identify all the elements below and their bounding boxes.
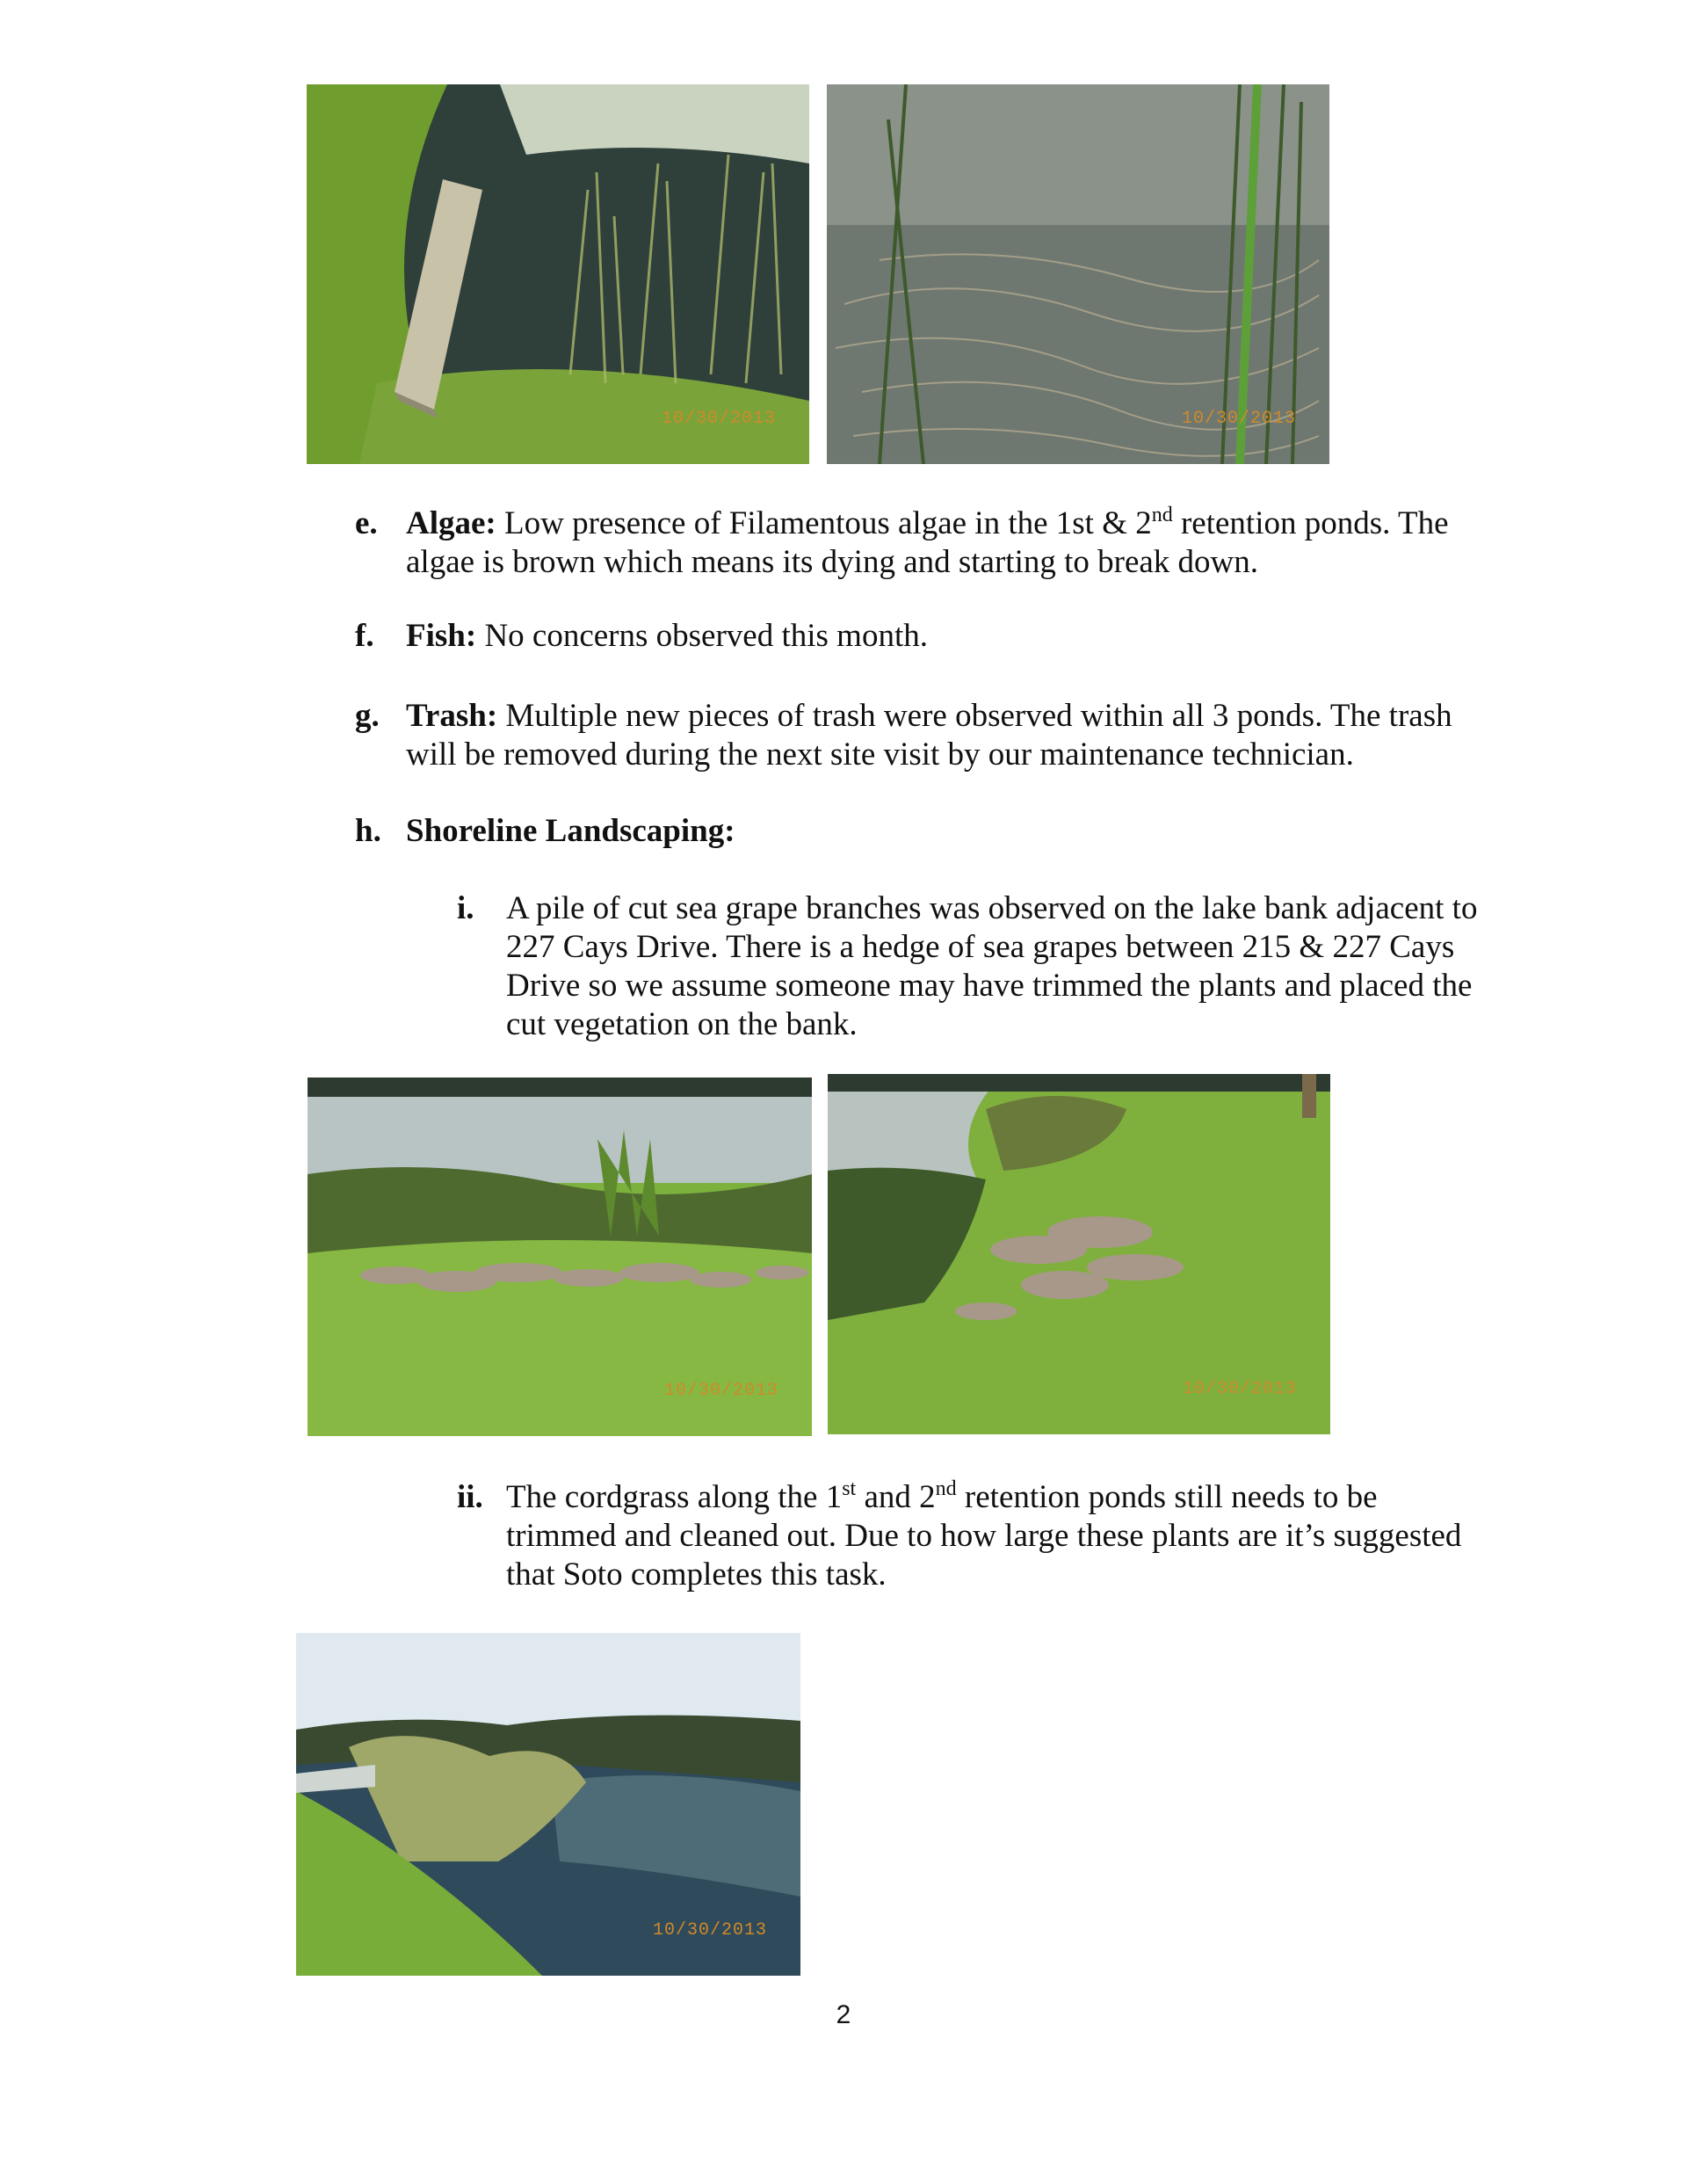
item-text: No concerns observed this month. xyxy=(476,618,928,654)
item-label: i. xyxy=(457,890,474,926)
photo-cordgrass-pond xyxy=(296,1633,800,1976)
item-title: Algae: xyxy=(406,505,496,541)
photo-date-stamp: 10/30/2013 xyxy=(663,1381,778,1401)
photo-pond-wooden-board xyxy=(307,84,809,464)
photo-sea-grape-pile-1 xyxy=(308,1077,812,1436)
item-fish xyxy=(355,617,1497,657)
item-text: will be removed during the next site visit by our maintenance technician. xyxy=(406,736,1354,773)
subitem-cordgrass: ii. The cordgrass along the 1st and 2nd retention ponds still needs to be trimmed and cleaned out. Due to how large these plants are it’s suggested that Soto completes this task. xyxy=(457,1477,1462,1593)
photo-date-stamp: 10/30/2013 xyxy=(661,409,776,429)
photo-date-stamp: 10/30/2013 xyxy=(1181,409,1296,429)
item-label: f. xyxy=(355,618,374,654)
item-label: ii. xyxy=(457,1479,483,1515)
photo-date-stamp: 10/30/2013 xyxy=(1182,1379,1297,1399)
item-algae: e. Algae: Low presence of Filamentous algae in the 1st & 2nd retention ponds. The algae is brown which means its dying and starting to break down. xyxy=(355,504,1497,584)
item-trash: g. Trash: Multiple new pieces of trash were observed within all 3 ponds. The trash will be removed during the next site visit by our maintenance technician. xyxy=(355,697,1497,776)
photo-date-stamp: 10/30/2013 xyxy=(652,1920,767,1941)
item-label: g. xyxy=(355,698,380,734)
item-label: h. xyxy=(355,813,381,849)
photo-filamentous-algae xyxy=(827,84,1329,464)
page-number: 2 xyxy=(836,2000,851,2029)
item-label: e. xyxy=(355,505,378,541)
item-text: algae is brown which means its dying and starting to break down. xyxy=(406,544,1259,580)
item-title: Trash: xyxy=(406,698,498,734)
item-title: Shoreline Landscaping: xyxy=(406,813,735,849)
photo-sea-grape-pile-2 xyxy=(828,1074,1330,1434)
item-shoreline-landscaping xyxy=(355,812,1497,853)
item-title: Fish: xyxy=(406,618,477,654)
subitem-sea-grape: i. A pile of cut sea grape branches was observed on the lake bank adjacent to 227 Cays Drive. There is a hedge of sea grapes between 215 & 227 Cays Drive so we assume someone may have trimmed the plants and placed the cut vegetation on the bank. xyxy=(457,890,1478,1042)
